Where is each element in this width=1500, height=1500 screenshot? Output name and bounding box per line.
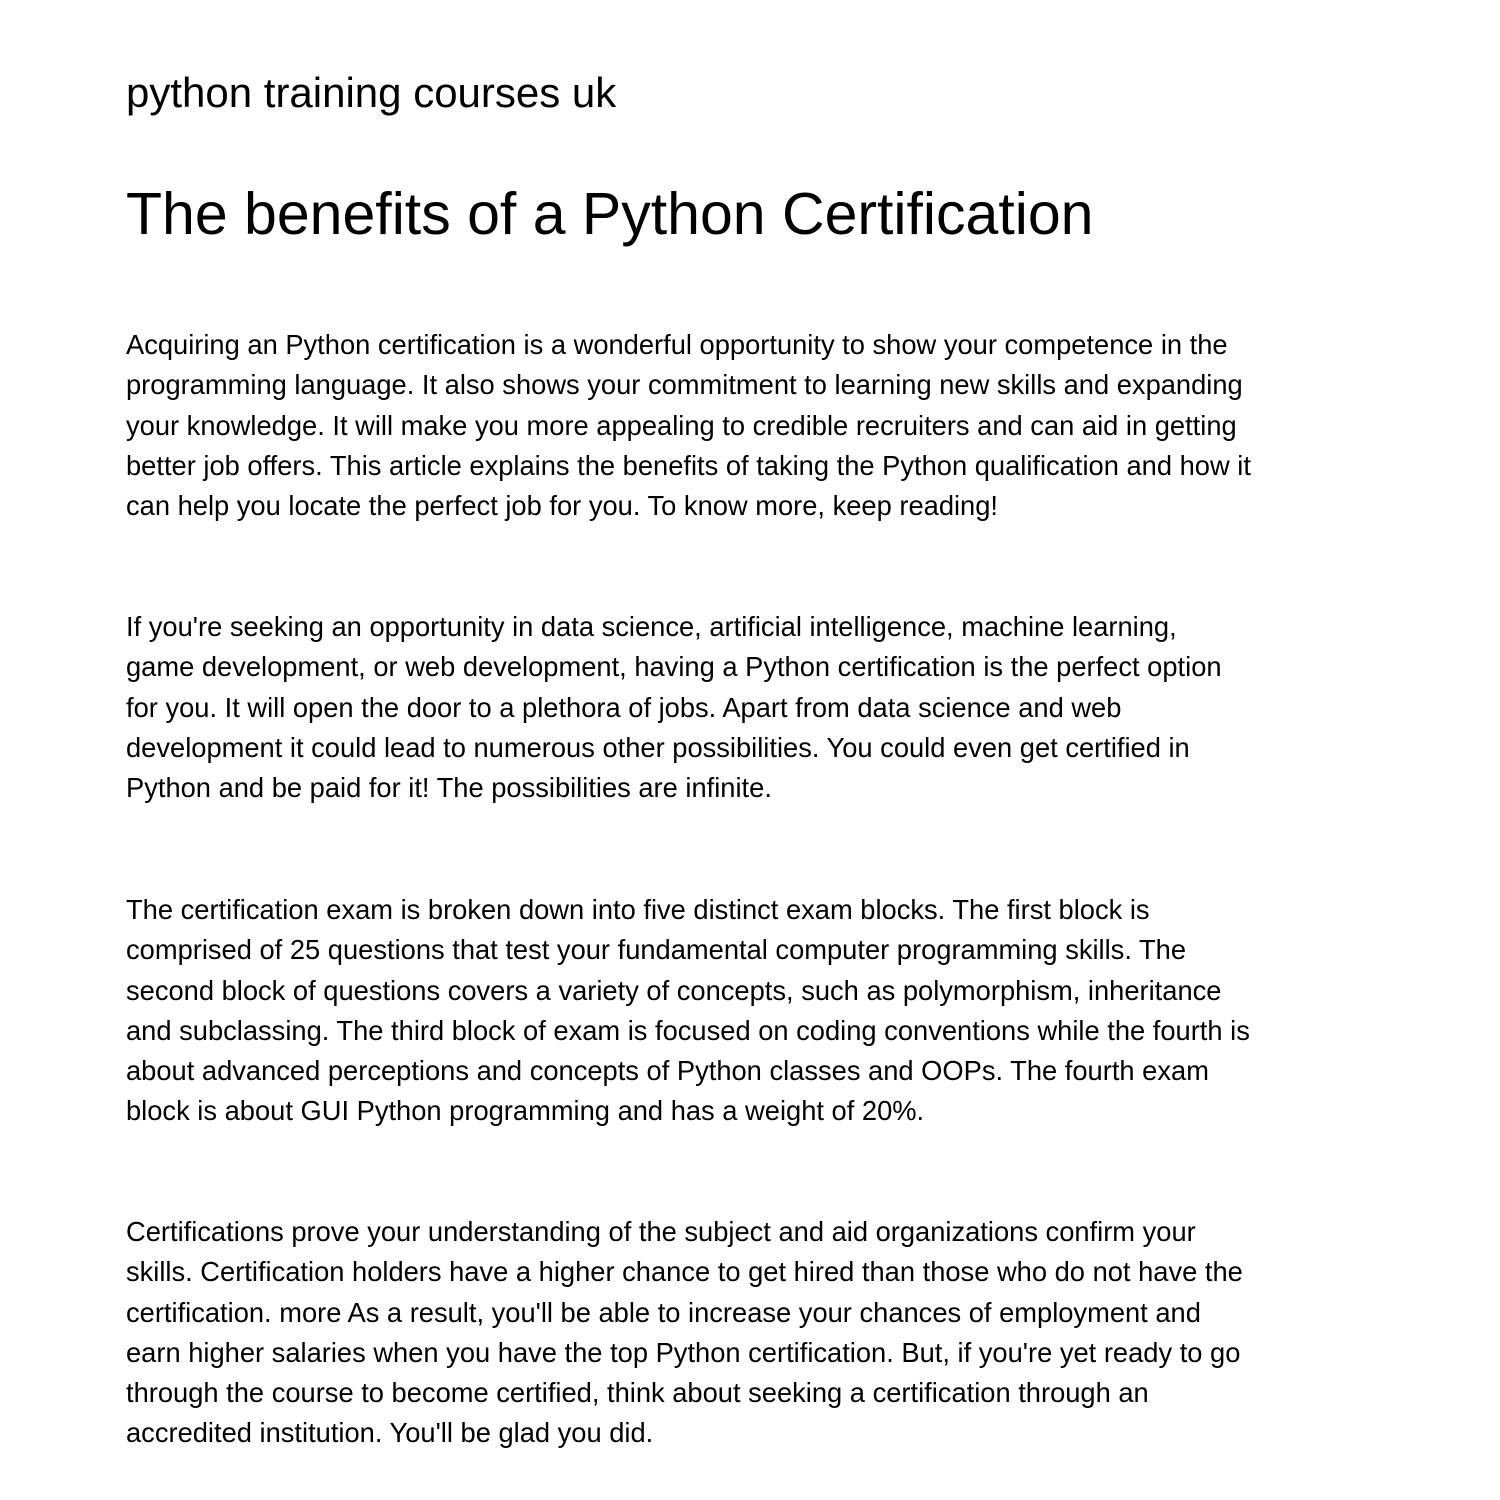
paragraph-opportunities — [126, 607, 1386, 808]
paragraph-line: can help you locate the perfect job for you. To know more, keep reading! — [126, 490, 999, 522]
paragraph-line: for you. It will open the door to a plethora of jobs. Apart from data science and web — [126, 691, 1122, 723]
paragraph-line: and subclassing. The third block of exam is focused on coding conventions while the fourth is — [126, 1014, 1250, 1046]
paragraph-exam-blocks — [126, 890, 1386, 1132]
paragraph-line: second block of questions covers a variety of concepts, such as polymorphism, inheritance — [126, 974, 1222, 1006]
paragraph-line: development it could lead to numerous other possibilities. You could even get certified in — [126, 731, 1190, 763]
paragraph-line: your knowledge. It will make you more appealing to credible recruiters and can aid in getting — [126, 409, 1237, 441]
site-title: python training courses uk — [126, 69, 617, 116]
paragraph-line: Certifications prove your understanding of the subject and aid organizations confirm your — [126, 1216, 1196, 1247]
paragraph-line: about advanced perceptions and concepts of Python classes and OOPs. The fourth exam — [126, 1055, 1209, 1087]
paragraph-line: Python and be paid for it! The possibilities are infinite. — [126, 772, 772, 804]
paragraph-line: game development, or web development, having a Python certification is the perfect option — [126, 651, 1222, 683]
paragraph-line: The certification exam is broken down into five distinct exam blocks. The first block is — [126, 894, 1150, 925]
paragraph-line: through the course to become certified, think about seeking a certification through an — [126, 1377, 1149, 1409]
paragraph-conclusion — [126, 1212, 1386, 1454]
paragraph-line: better job offers. This article explains the benefits of taking the Python qualification and how it — [126, 449, 1251, 481]
paragraph-line: block is about GUI Python programming and has a weight of 20%. — [126, 1095, 925, 1127]
paragraph-line: skills. Certification holders have a higher chance to get hired than those who do not have the — [126, 1256, 1243, 1288]
paragraph-line: earn higher salaries when you have the top Python certification. But, if you're yet ready to go — [126, 1336, 1241, 1368]
paragraph-line: certification. more As a result, you'll be able to increase your chances of employment and — [126, 1296, 1201, 1328]
article-title: The benefits of a Python Certification — [126, 181, 1094, 247]
paragraph-line: Acquiring an Python certification is a wonderful opportunity to show your competence in the — [126, 329, 1228, 360]
paragraph-line: programming language. It also shows your commitment to learning new skills and expanding — [126, 369, 1243, 401]
paragraph-line: If you're seeking an opportunity in data science, artificial intelligence, machine learning, — [126, 611, 1177, 642]
paragraph-line: accredited institution. You'll be glad you did. — [126, 1417, 654, 1449]
paragraph-line: comprised of 25 questions that test your fundamental computer programming skills. The — [126, 934, 1187, 966]
paragraph-intro — [126, 325, 1386, 526]
